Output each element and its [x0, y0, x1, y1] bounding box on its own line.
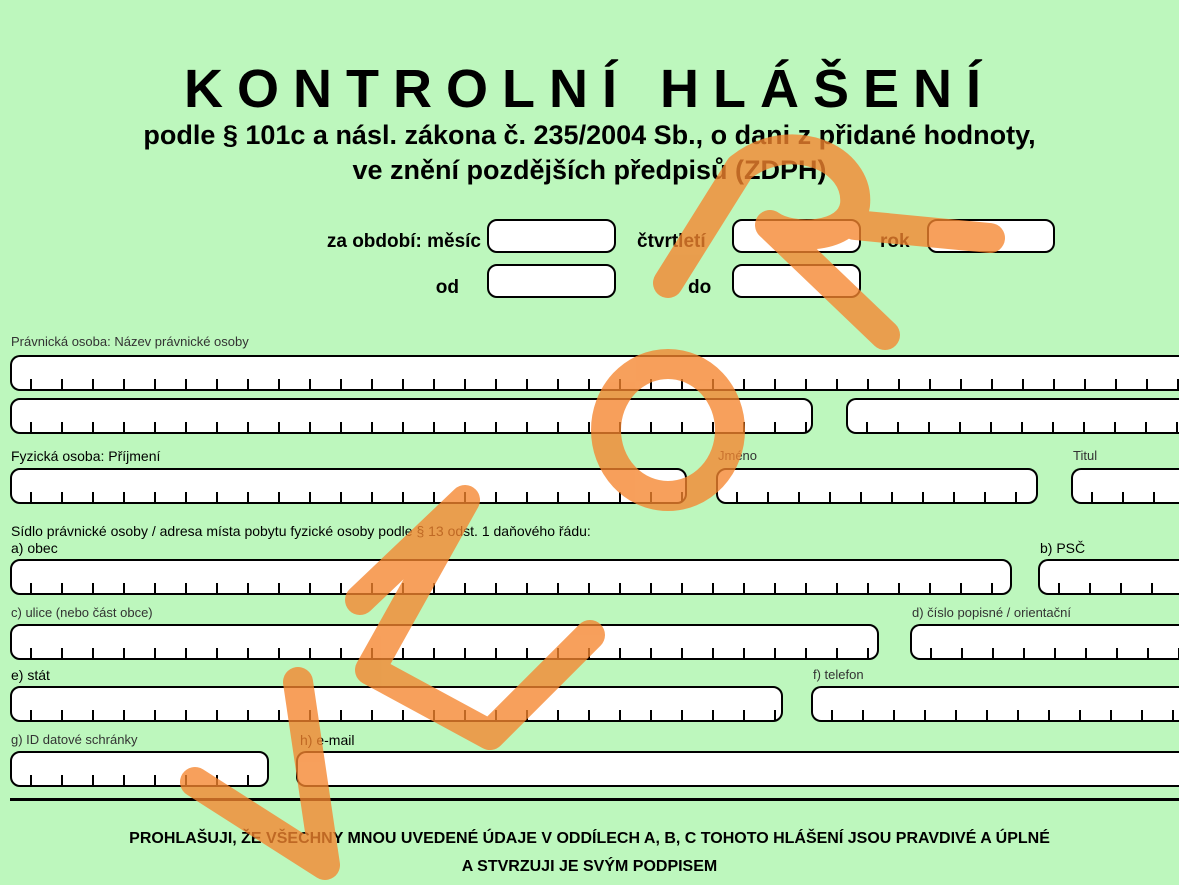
period-from-label: od	[435, 277, 459, 298]
form-subtitle-line2: ve znění pozdějších předpisů (ZDPH)	[352, 155, 827, 185]
surname-field[interactable]	[10, 468, 687, 504]
declaration-line2: A STVRZUJI JE SVÝM PODPISEM	[461, 858, 718, 875]
phone-label: f) telefon	[813, 667, 864, 682]
title-field[interactable]	[1071, 468, 1179, 504]
period-quarter-field[interactable]	[732, 219, 861, 253]
legal-person-label: Právnická osoba: Název právnické osoby	[11, 334, 249, 349]
legal-person-name-field-1[interactable]	[10, 355, 1179, 391]
period-quarter-label: čtvrtletí	[637, 231, 706, 252]
seat-address-label: Sídlo právnické osoby / adresa místa pobytu fyzické osoby podle § 13 odst. 1 daňového řádu:	[11, 523, 591, 539]
phone-field[interactable]	[811, 686, 1179, 722]
first-name-field[interactable]	[716, 468, 1038, 504]
zip-label: b) PSČ	[1040, 540, 1086, 556]
email-label: h) e-mail	[300, 732, 355, 748]
street-label: c) ulice (nebo část obce)	[11, 605, 153, 620]
period-to-label: do	[688, 277, 712, 298]
databox-label: g) ID datové schránky	[11, 732, 138, 747]
title-label: Titul	[1073, 448, 1098, 463]
legal-person-name-field-2[interactable]	[10, 398, 813, 434]
surname-label: Fyzická osoba: Příjmení	[11, 448, 161, 464]
first-name-label: Jméno	[718, 448, 758, 463]
country-label: e) stát	[11, 667, 50, 683]
city-field[interactable]	[10, 559, 1012, 595]
period-year-label: rok	[880, 231, 910, 252]
street-field[interactable]	[10, 624, 879, 660]
form-title: KONTROLNÍ HLÁŠENÍ	[184, 59, 995, 119]
legal-person-name-field-3[interactable]	[846, 398, 1179, 434]
period-year-field[interactable]	[927, 219, 1055, 253]
section-divider	[10, 798, 1179, 801]
databox-id-field[interactable]	[10, 751, 269, 787]
declaration-line1: PROHLAŠUJI, ŽE VŠECHNY MNOU UVEDENÉ ÚDAJE V ODDÍLECH A, B, C TOHOTO HLÁŠENÍ JSOU PRAVDIVÉ A ÚPLNÉ	[129, 830, 1050, 847]
form-subtitle-line1: podle § 101c a násl. zákona č. 235/2004 Sb., o dani z přidané hodnoty,	[143, 120, 1036, 150]
email-field[interactable]	[296, 751, 1179, 787]
zip-field[interactable]	[1038, 559, 1179, 595]
period-to-field[interactable]	[732, 264, 861, 298]
house-number-label: d) číslo popisné / orientační	[912, 605, 1071, 620]
house-number-field[interactable]	[910, 624, 1179, 660]
period-from-field[interactable]	[487, 264, 616, 298]
period-month-field[interactable]	[487, 219, 616, 253]
period-month-label: za období: měsíc	[326, 231, 481, 252]
city-label: a) obec	[11, 540, 58, 556]
country-field[interactable]	[10, 686, 783, 722]
